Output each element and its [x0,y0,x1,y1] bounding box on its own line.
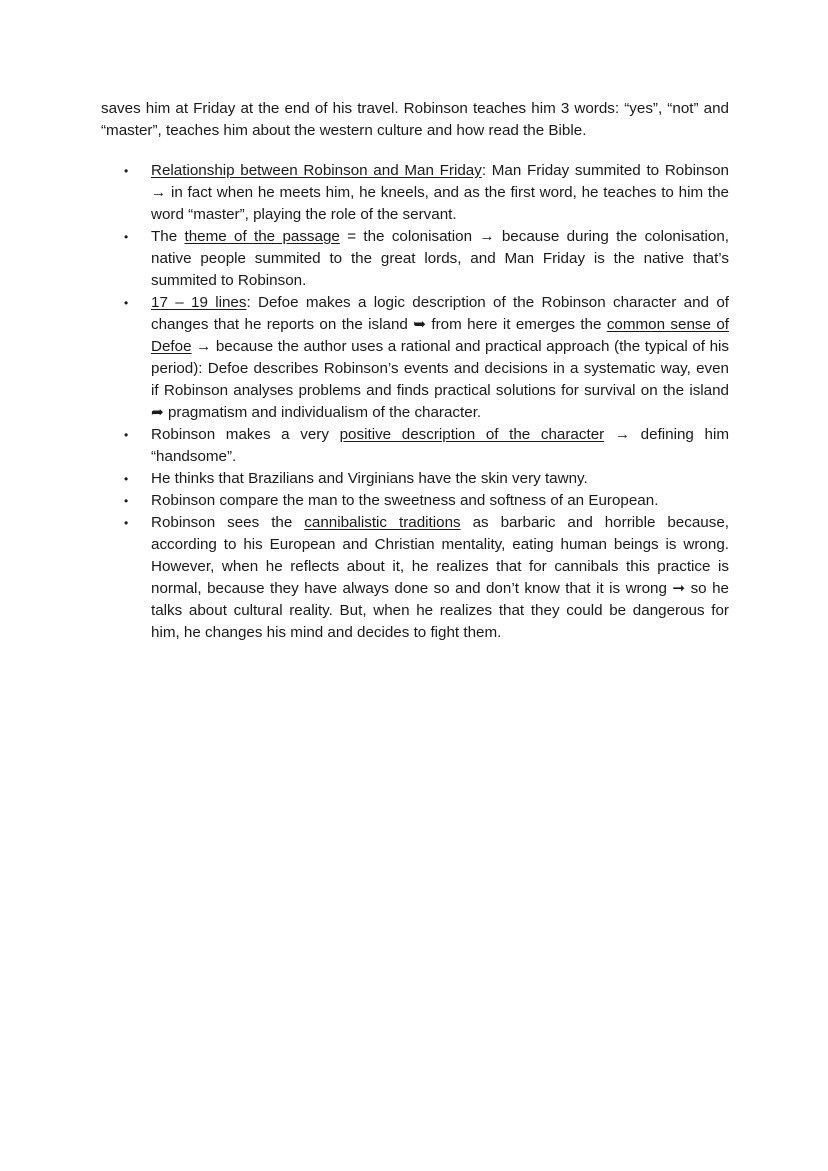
bullet-icon: • [124,516,129,530]
note-heading-common-sense: common sense of Defoe [151,316,729,355]
bullet-icon: • [124,472,129,486]
note-text-lead: Robinson makes a very [151,426,340,443]
note-text: = the colonisation → because during the colonisation, native people summited to the great lords, and Man Friday is the native that’s summited to Robinson. [151,228,729,289]
note-item-comparison [101,490,729,512]
bullet-icon: • [124,428,129,442]
notes-list [101,160,729,644]
note-heading-lines: 17 – 19 lines [151,294,247,311]
note-item-brazilians [101,468,729,490]
note-heading-relationship: Relationship between Robinson and Man Friday [151,162,482,179]
note-text: : Man Friday summited to Robinson → in fact when he meets him, he kneels, and as the first word, he teaches to him the word “master”, playing the role of the servant. [151,162,729,223]
note-heading-theme: theme of the passage [184,228,340,245]
note-text: : Defoe makes a logic description of the Robinson character and of changes that he reports on the island ➥ from here it emerges the [151,294,729,333]
note-item-cannibalism [101,512,729,644]
note-item-relationship [101,160,729,226]
bullet-icon: • [124,164,129,178]
note-item-lines [101,292,729,424]
note-heading-cannibalistic-traditions: cannibalistic traditions [304,514,461,531]
note-text: Robinson compare the man to the sweetness and softness of an European. [151,492,659,509]
bullet-icon: • [124,296,129,310]
bullet-icon: • [124,494,129,508]
note-text: as barbaric and horrible because, according to his European and Christian mentality, eating human beings is wrong. However, when he reflects about it, he realizes that for cannibals this practice is normal, because they have always done so and don’t know that it is wrong ➞ so he talks about cultural reality. But, when he realizes that they could be dangerous for him, he changes his mind and decides to fight them. [151,514,729,641]
note-heading-positive-description: positive description of the character [339,426,605,443]
note-text-lead: The [151,228,185,245]
note-item-description [101,424,729,468]
bullet-icon: • [124,230,129,244]
note-text-lead: Robinson sees the [151,514,305,531]
note-text: He thinks that Brazilians and Virginians have the skin very tawny. [151,470,588,487]
note-text: → because the author uses a rational and practical approach (the typical of his period): Defoe describes Robinson’s events and decisions in a systematic way, even if Robinson analyses problems and finds practical solutions for survival on the island ➦ pragmatism and individualism of the character. [151,338,729,421]
intro-paragraph: saves him at Friday at the end of his travel. Robinson teaches him 3 words: “yes”, “not” and “master”, teaches him about the western culture and how read the Bible. [101,100,729,139]
note-item-theme [101,226,729,292]
page-content [101,98,729,644]
note-text: → defining him “handsome”. [151,426,729,465]
